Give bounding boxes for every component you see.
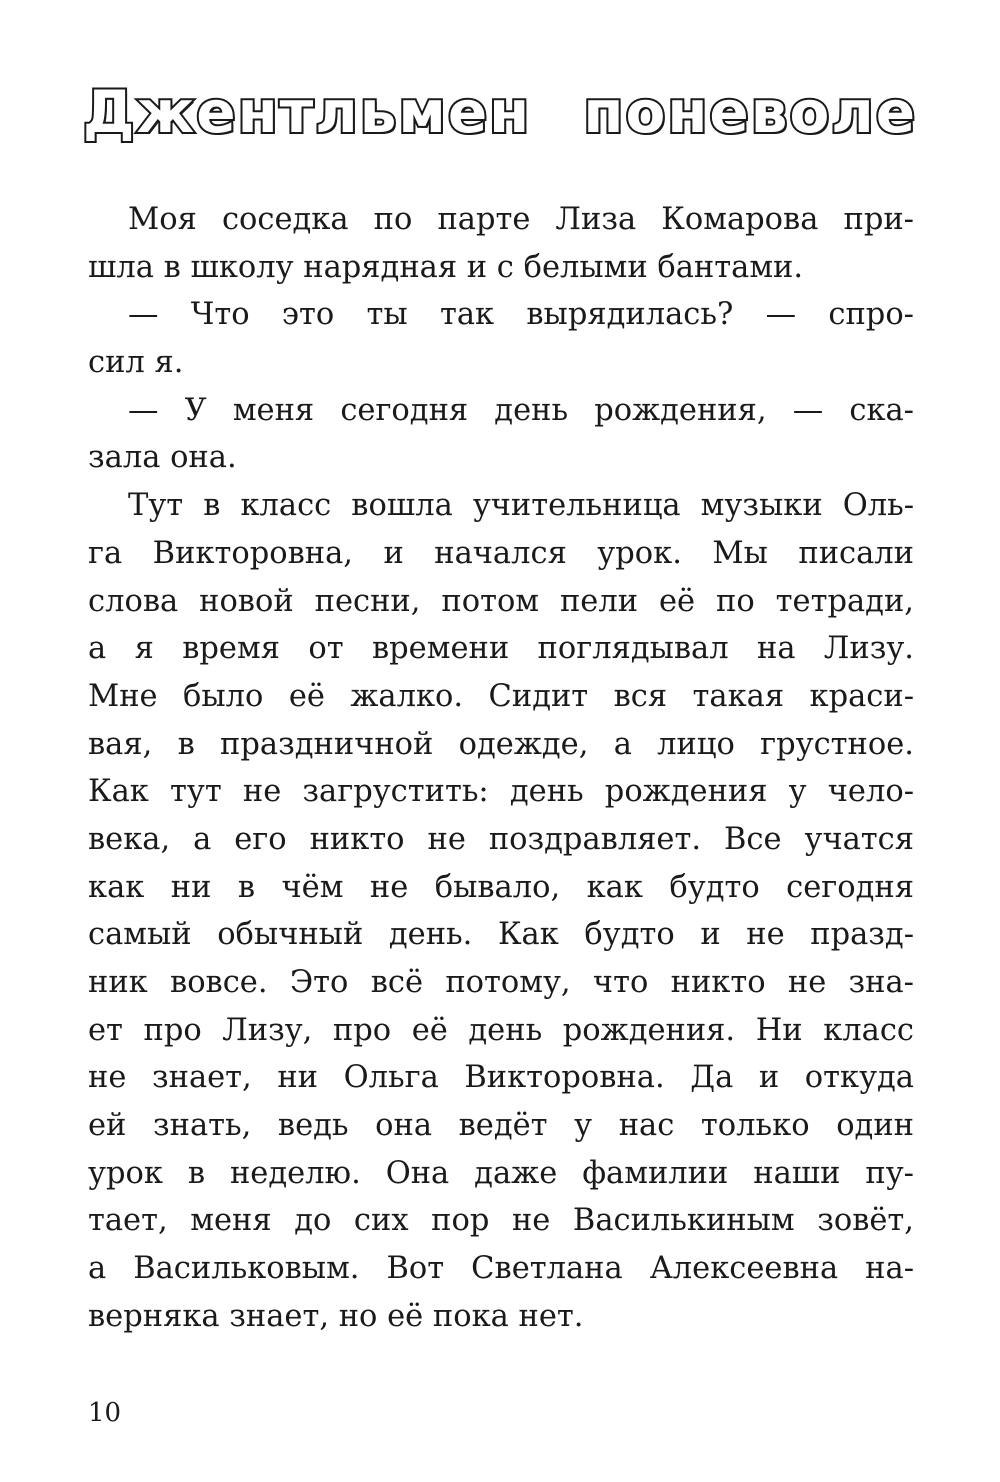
text-line: самый обычный день. Как будто и не празд- xyxy=(88,917,914,953)
text-line: слова новой песни, потом пели её по тетради, xyxy=(88,583,914,619)
text-line: как ни в чём не бывало, как будто сегодня xyxy=(88,869,914,905)
text-line: ей знать, ведь она ведёт у нас только один xyxy=(88,1108,914,1144)
text-line: сил я. xyxy=(88,345,184,381)
text-line: Тут в класс вошла учительница музыки Оль- xyxy=(128,488,914,524)
text-line: Как тут не загрустить: день рождения у чело- xyxy=(88,774,914,810)
text-line: урок в неделю. Она даже фамилии наши пу- xyxy=(88,1155,914,1191)
text-line: вая, в праздничной одежде, а лицо грустное. xyxy=(88,726,914,762)
page-number: 10 xyxy=(88,1398,122,1428)
text-line: зала она. xyxy=(88,440,237,476)
text-line: не знает, ни Ольга Викторовна. Да и откуда xyxy=(88,1060,914,1096)
text-line: а Васильковым. Вот Светлана Алексеевна на- xyxy=(88,1251,914,1287)
text-line: Мне было её жалко. Сидит вся такая краси- xyxy=(88,678,914,714)
text-line: шла в школу нарядная и с белыми бантами. xyxy=(88,249,804,285)
text-line: ет про Лизу, про её день рождения. Ни класс xyxy=(88,1012,914,1048)
chapter-title: Джентльмен поневоле xyxy=(82,78,918,146)
text-line: — Что это ты так вырядилась? — спро- xyxy=(128,297,914,333)
text-line: века, а его никто не поздравляет. Все учатся xyxy=(88,821,914,857)
text-line: верняка знает, но её пока нет. xyxy=(88,1298,584,1334)
text-line: Моя соседка по парте Лиза Комарова при- xyxy=(128,202,914,237)
text-line: тает, меня до сих пор не Василькиным зовёт, xyxy=(88,1203,914,1239)
text-line: ник вовсе. Это всё потому, что никто не зна- xyxy=(88,965,914,1000)
text-line: га Викторовна, и начался урок. Мы писали xyxy=(88,535,914,571)
chapter-text xyxy=(88,196,914,1341)
text-line: а я время от времени поглядывал на Лизу. xyxy=(88,631,914,667)
text-line: — У меня сегодня день рождения, — ска- xyxy=(128,392,914,428)
